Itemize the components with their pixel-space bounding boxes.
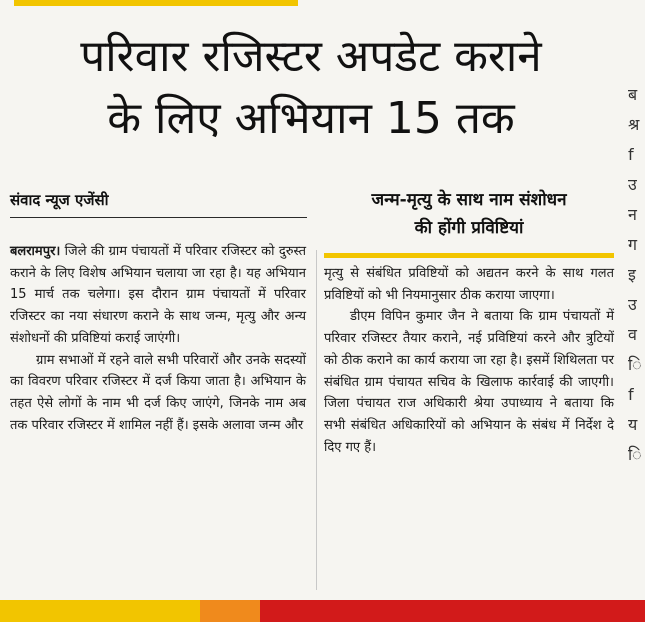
edge-fragment: ब xyxy=(628,85,638,104)
subheadline-line-2: की होंगी प्रविष्टियां xyxy=(414,218,524,238)
byline-agency: संवाद न्यूज एजेंसी xyxy=(10,191,109,209)
bottom-band-orange-segment xyxy=(200,600,260,622)
article-column-1 xyxy=(10,241,306,436)
edge-fragment: श्र xyxy=(628,115,640,134)
headline-line-2: के लिए अभियान 15 तक xyxy=(107,93,515,144)
headline xyxy=(6,26,616,150)
edge-fragment: ग xyxy=(628,235,638,254)
edge-fragment: य xyxy=(628,415,638,434)
subheadline-rule xyxy=(324,253,614,258)
edge-fragment: f xyxy=(628,385,634,404)
paragraph-3: मृत्यु से संबंधित प्रविष्टियों को अद्यतन करने के साथ गलत प्रविष्टियों को भी नियमानुसार ठीक कराया जाएगा। xyxy=(324,266,614,303)
article-column-2 xyxy=(324,263,614,458)
edge-fragment: व xyxy=(628,325,637,344)
bottom-band-yellow-segment xyxy=(0,600,200,622)
column-divider xyxy=(316,250,317,590)
edge-fragment: f xyxy=(628,145,634,164)
edge-fragment: उ xyxy=(628,295,637,314)
paragraph-1 xyxy=(10,241,306,350)
edge-fragment: न xyxy=(628,205,637,224)
dateline: बलरामपुर। xyxy=(10,244,61,259)
paragraph-4: डीएम विपिन कुमार जैन ने बताया कि ग्राम पंचायतों में परिवार रजिस्टर तैयार कराने, नई प्रविष्टियां करने और त्रुटियों को ठीक कराने का कार्य कराया जा रहा है। इसमें शिथिलता पर संबंधित ग्राम पंचायत सचिव के खिलाफ कार्रवाई की जाएगी। जिला पंचायत राज अधिकारी श्रेया उपाध्याय ने बताया कि सभी संबंधित अधिकारियों को अभियान के संबंध में निर्देश दे दिए गए हैं। xyxy=(324,309,614,455)
edge-fragment: ि xyxy=(628,355,642,374)
adjacent-article-fragment xyxy=(628,80,645,580)
top-accent-rule xyxy=(14,0,298,6)
headline-line-1: परिवार रजिस्टर अपडेट कराने xyxy=(80,31,542,82)
edge-fragment: इ xyxy=(628,265,636,284)
edge-fragment: उ xyxy=(628,175,637,194)
paragraph-2: ग्राम सभाओं में रहने वाले सभी परिवारों और उनके सदस्यों का विवरण परिवार रजिस्टर में दर्ज किया जाता है। अभियान के तहत ऐसे लोगों के नाम भी दर्ज किए जाएंगे, जिनके नाम अब तक परिवार रजिस्टर में शामिल नहीं हैं। इसके अलावा जन्म और xyxy=(10,352,306,433)
paragraph-1-text: जिले की ग्राम पंचायतों में परिवार रजिस्टर को दुरुस्त कराने के लिए विशेष अभियान चलाया जा रहा है। यह अभियान 15 मार्च तक चलेगा। इस दौरान ग्राम पंचायतों में परिवार रजिस्टर का नया संधारण कराने के साथ जन्म, मृत्यु और अन्य संशोधनों की प्रविष्टियां कराई जाएंगी। xyxy=(10,244,306,346)
subheadline-line-1: जन्म-मृत्यु के साथ नाम संशोधन xyxy=(371,190,567,210)
byline-rule xyxy=(10,217,307,218)
subheadline xyxy=(324,186,614,242)
edge-fragment: ि xyxy=(628,445,642,464)
